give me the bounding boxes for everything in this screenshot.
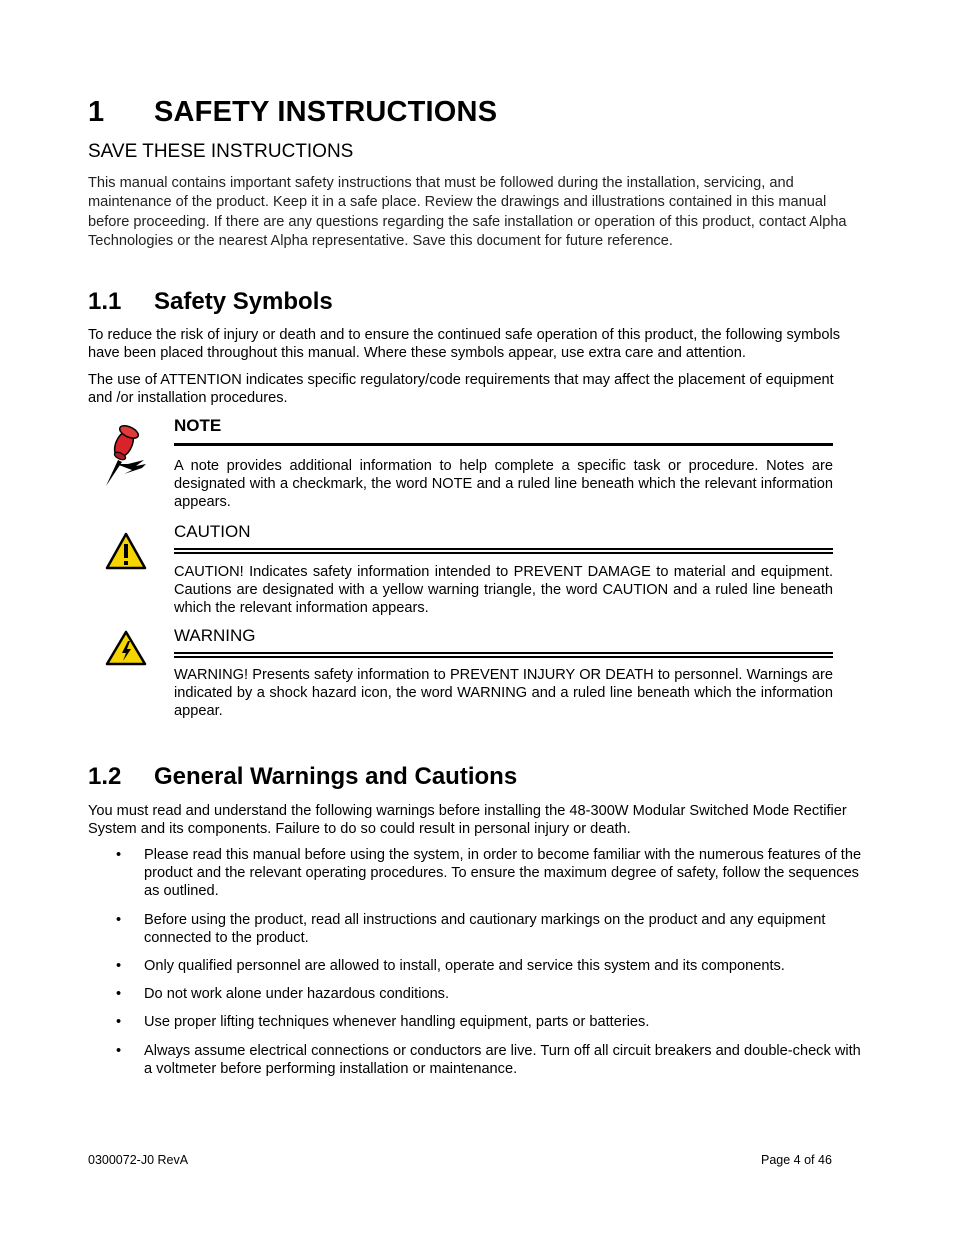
bullet-icon: •	[116, 847, 122, 863]
list-item-text: Before using the product, read all instructions and cautionary markings on the product and any equipment connected to the product.	[144, 911, 826, 946]
note-rule	[174, 443, 833, 446]
section-number: 1.1	[88, 288, 122, 315]
section-title: General Warnings and Cautions	[154, 763, 518, 790]
list-item-text: Only qualified personnel are allowed to install, operate and service this system and its components.	[144, 958, 785, 975]
list-item-text: Do not work alone under hazardous conditions.	[144, 986, 450, 1003]
section-number: 1.2	[88, 763, 122, 790]
caution-rule	[174, 548, 833, 554]
section-title: SAFETY INSTRUCTIONS	[154, 96, 498, 128]
section-heading-1	[88, 96, 497, 129]
pushpin-icon	[102, 420, 152, 490]
warning-label: WARNING	[174, 626, 256, 645]
footer-page-number: Page 4 of 46	[761, 1153, 832, 1167]
bullet-icon: •	[116, 1042, 122, 1059]
caution-triangle-icon	[105, 532, 147, 570]
section-heading-1-1	[88, 288, 333, 316]
bullet-icon: •	[116, 911, 122, 928]
list-item	[88, 846, 868, 901]
intro-paragraph: This manual contains important safety instructions that must be followed during the installation, servicing, and maintenance of the product. Keep it in a safe place. Review the drawings and illustrations contained in this manual before proceeding. If there are any questions regarding the safe installation or operation of this product, contact Alpha Technologies or the nearest Alpha representative. Save this document for future reference.	[88, 175, 847, 250]
list-item-text: Please read this manual before using the system, in order to become familiar with the numerous features of the product and the relevant operating procedures. To ensure the maximum degree of safety, follow the sequences as outlined.	[144, 847, 862, 900]
caution-label: CAUTION	[174, 522, 251, 541]
list-item-text: Always assume electrical connections or conductors are live. Turn off all circuit breakers and double-check with a voltmeter before performing installation or maintenance.	[144, 1042, 861, 1077]
list-item	[88, 911, 868, 947]
safety-symbols-paragraph-1: To reduce the risk of injury or death and to ensure the continued safe operation of this product, the following symbols have been placed throughout this manual. Where these symbols appear, use extra care and attention.	[88, 327, 841, 362]
caution-text: CAUTION! Indicates safety information intended to PREVENT DAMAGE to material and equipment. Cautions are designated with a yellow warning triangle, the word CAUTION and a ruled line beneath which the relevant information appears.	[174, 564, 833, 617]
general-warnings-intro: You must read and understand the following warnings before installing the 48-300W Modular Switched Mode Rectifier System and its components. Failure to do so could result in personal injury or death.	[88, 803, 847, 838]
section-heading-1-2	[88, 763, 517, 791]
list-item-text: Use proper lifting techniques whenever handling equipment, parts or batteries.	[144, 1014, 650, 1031]
warnings-list	[88, 846, 868, 1088]
bullet-icon: •	[116, 958, 122, 975]
section-title: Safety Symbols	[154, 288, 333, 315]
note-label: NOTE	[174, 416, 222, 435]
bullet-icon: •	[116, 986, 122, 1003]
list-item	[88, 1042, 868, 1078]
note-text: A note provides additional information to help complete a specific task or procedure. Notes are designated with a checkmark, the word NOTE and a ruled line beneath which the relevant information appears.	[174, 458, 833, 511]
list-item	[88, 957, 868, 975]
warning-text: WARNING! Presents safety information to PREVENT INJURY OR DEATH to personnel. Warnings are indicated by a shock hazard icon, the word WARNING and a ruled line beneath which the information appear.	[174, 667, 833, 720]
subheading: SAVE THESE INSTRUCTIONS	[88, 141, 354, 162]
shock-hazard-icon	[105, 630, 147, 666]
bullet-icon: •	[116, 1014, 122, 1031]
list-item	[88, 985, 868, 1003]
list-item	[88, 1013, 868, 1031]
safety-symbols-paragraph-2: The use of ATTENTION indicates specific regulatory/code requirements that may affect the placement of equipment and /or installation procedures.	[88, 372, 834, 407]
section-number: 1	[88, 96, 105, 128]
footer-doc-id: 0300072-J0 RevA	[88, 1153, 189, 1167]
warning-rule	[174, 652, 833, 658]
